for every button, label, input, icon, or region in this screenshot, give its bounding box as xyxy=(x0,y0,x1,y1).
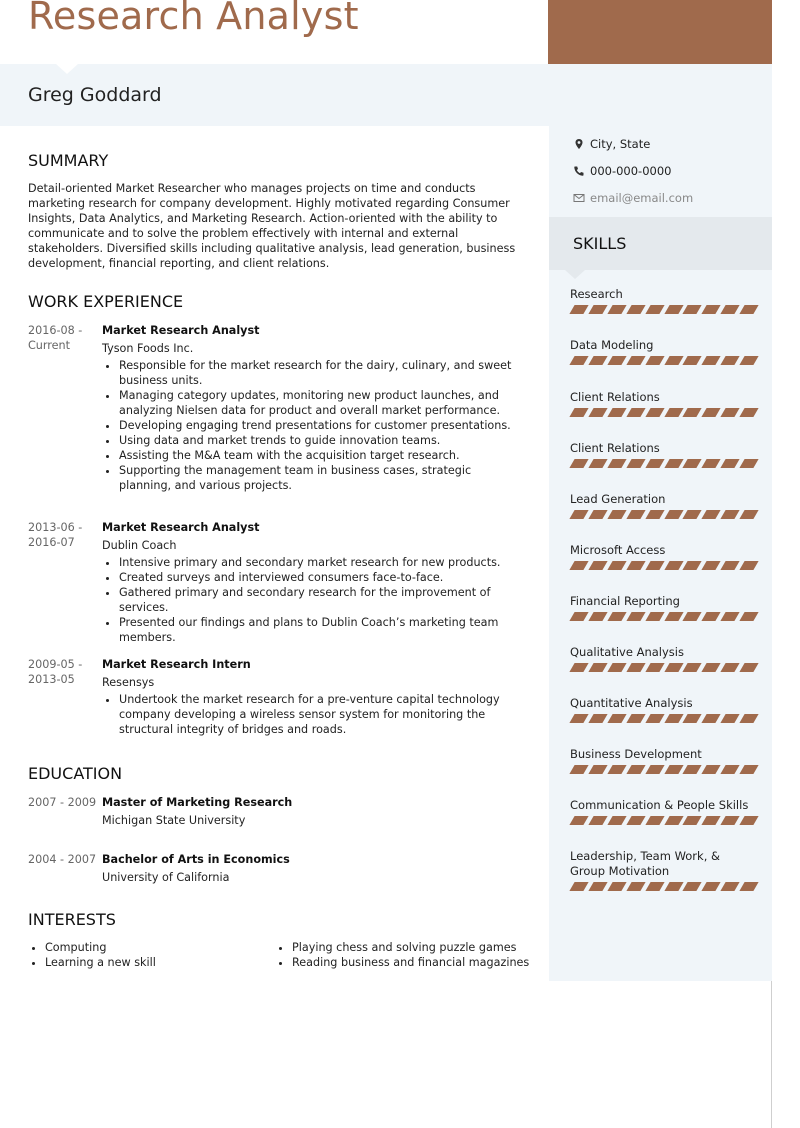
skill-level-segment xyxy=(740,882,759,891)
phone-icon xyxy=(573,165,585,177)
skill-level-segment xyxy=(664,663,683,672)
education-degree: Master of Marketing Research xyxy=(102,796,293,809)
skill-level-segment xyxy=(721,663,740,672)
location-pin-icon xyxy=(573,138,585,150)
job-company: Tyson Foods Inc. xyxy=(102,342,194,355)
skill-level-segment xyxy=(664,612,683,621)
skill-level-bar xyxy=(570,714,756,723)
skill-level-bar xyxy=(570,459,756,468)
skill-level-bar xyxy=(570,408,756,417)
skill-level-segment xyxy=(645,408,664,417)
skill-level-bar xyxy=(570,612,756,621)
skill-level-segment xyxy=(683,356,702,365)
skill-level-segment xyxy=(664,510,683,519)
skill-level-segment xyxy=(740,356,759,365)
skill-item xyxy=(570,798,756,825)
skill-level-segment xyxy=(664,408,683,417)
skill-level-segment xyxy=(626,408,645,417)
skill-level-segment xyxy=(607,882,626,891)
skill-item xyxy=(570,645,756,672)
skill-item xyxy=(570,287,756,314)
education-school: Michigan State University xyxy=(102,814,246,827)
skill-level-segment xyxy=(683,408,702,417)
skill-level-segment xyxy=(683,663,702,672)
skill-level-segment xyxy=(569,714,588,723)
skill-level-segment xyxy=(721,882,740,891)
job-bullet: • Undertook the market research for a pre-venture capital technology company developing a wireless sensor system for monitoring the structural integrity of bridges and roads. xyxy=(119,692,522,737)
skill-level-segment xyxy=(645,356,664,365)
skill-level-segment xyxy=(588,356,607,365)
job-dates: 2013-06 - 2016-07 xyxy=(28,521,83,549)
resume-title: Research Analyst xyxy=(28,0,359,38)
job-title: Market Research Analyst xyxy=(102,324,260,337)
skill-level-bar xyxy=(570,882,756,891)
skill-level-segment xyxy=(740,714,759,723)
skill-name: Quantitative Analysis xyxy=(570,696,693,710)
skill-level-segment xyxy=(721,459,740,468)
skill-name: Client Relations xyxy=(570,441,660,455)
skill-level-segment xyxy=(721,305,740,314)
skill-level-segment xyxy=(645,765,664,774)
skill-level-segment xyxy=(664,765,683,774)
skill-level-segment xyxy=(607,305,626,314)
education-heading: EDUCATION xyxy=(28,764,123,783)
experience-heading: WORK EXPERIENCE xyxy=(28,292,184,311)
skill-name: Communication & People Skills xyxy=(570,798,749,812)
skill-level-segment xyxy=(569,305,588,314)
skill-level-segment xyxy=(664,459,683,468)
skill-level-segment xyxy=(740,612,759,621)
skill-level-segment xyxy=(702,816,721,825)
skill-level-segment xyxy=(645,663,664,672)
skill-level-segment xyxy=(740,816,759,825)
skill-level-segment xyxy=(607,816,626,825)
skill-item xyxy=(570,594,756,621)
skill-level-segment xyxy=(588,408,607,417)
skill-level-segment xyxy=(588,882,607,891)
sidebar-divider xyxy=(771,981,772,1128)
skill-level-segment xyxy=(569,510,588,519)
skill-level-segment xyxy=(645,459,664,468)
job-company: Resensys xyxy=(102,676,155,689)
email-icon xyxy=(573,192,585,204)
skill-item xyxy=(570,338,756,365)
skill-name: Lead Generation xyxy=(570,492,666,506)
skill-level-bar xyxy=(570,305,756,314)
skill-level-segment xyxy=(683,510,702,519)
skill-level-segment xyxy=(683,305,702,314)
skill-level-segment xyxy=(626,612,645,621)
job-bullet: • Managing category updates, monitoring new product launches, and analyzing Nielsen data for product and overall market performance. xyxy=(119,388,522,418)
interest-item: • Playing chess and solving puzzle games xyxy=(292,940,529,955)
job-dates: 2016-08 - Current xyxy=(28,324,83,352)
email-text[interactable]: email@email.com xyxy=(590,191,694,205)
summary-text: Detail-oriented Market Researcher who manages projects on time and conducts marketing research for company development. Highly motivated regarding Consumer Insights, Data Analytics, and Marketing Research. Action-oriented with the ability to communicate and to solve the problem effectively with internal and external stakeholders. Diversified skills including qualitative analysis, lead generation, business development, financial reporting, and client relations. xyxy=(28,182,516,270)
skill-level-segment xyxy=(664,816,683,825)
skill-level-segment xyxy=(664,305,683,314)
skill-level-segment xyxy=(626,356,645,365)
skill-level-segment xyxy=(569,816,588,825)
contact-phone xyxy=(573,164,671,178)
job-bullets xyxy=(102,555,522,645)
skill-level-bar xyxy=(570,356,756,365)
skill-level-segment xyxy=(626,561,645,570)
location-text: City, State xyxy=(590,137,651,151)
skill-level-segment xyxy=(645,510,664,519)
skill-level-segment xyxy=(569,765,588,774)
interest-item: • Computing xyxy=(45,940,156,955)
header-accent-block xyxy=(548,0,772,64)
skill-item xyxy=(570,441,756,468)
skill-level-segment xyxy=(740,510,759,519)
job-bullet: • Created surveys and interviewed consumers face-to-face. xyxy=(119,570,522,585)
skill-level-segment xyxy=(683,816,702,825)
skill-item xyxy=(570,747,756,774)
skill-name: Data Modeling xyxy=(570,338,654,352)
skill-level-bar xyxy=(570,561,756,570)
skill-level-segment xyxy=(683,561,702,570)
job-bullet: • Responsible for the market research for the dairy, culinary, and sweet business units. xyxy=(119,358,522,388)
skill-level-segment xyxy=(664,561,683,570)
skill-level-segment xyxy=(645,714,664,723)
skill-level-segment xyxy=(740,561,759,570)
name-notch xyxy=(56,64,78,74)
job-bullet: • Developing engaging trend presentations for customer presentations. xyxy=(119,418,522,433)
skill-level-segment xyxy=(626,459,645,468)
job-company: Dublin Coach xyxy=(102,539,177,552)
skill-level-segment xyxy=(626,882,645,891)
job-bullet: • Presented our findings and plans to Dublin Coach’s marketing team members. xyxy=(119,615,522,645)
contact-location xyxy=(573,137,650,151)
job-title: Market Research Analyst xyxy=(102,521,260,534)
skill-level-segment xyxy=(721,816,740,825)
contact-email[interactable] xyxy=(573,191,693,205)
skill-level-segment xyxy=(664,882,683,891)
job-bullet: • Assisting the M&A team with the acquisition target research. xyxy=(119,448,522,463)
skill-level-segment xyxy=(645,882,664,891)
education-school: University of California xyxy=(102,871,230,884)
skills-notch xyxy=(565,270,585,279)
skill-level-segment xyxy=(702,510,721,519)
skill-level-segment xyxy=(740,305,759,314)
skill-level-segment xyxy=(721,714,740,723)
education-degree: Bachelor of Arts in Economics xyxy=(102,853,290,866)
skills-header xyxy=(549,217,772,270)
skill-item xyxy=(570,696,756,723)
skill-level-segment xyxy=(607,408,626,417)
skill-level-segment xyxy=(702,663,721,672)
job-bullet: • Supporting the management team in business cases, strategic planning, and various projects. xyxy=(119,463,522,493)
skill-level-segment xyxy=(702,765,721,774)
skill-level-segment xyxy=(569,663,588,672)
skill-level-bar xyxy=(570,663,756,672)
skill-level-segment xyxy=(740,459,759,468)
skill-level-segment xyxy=(588,561,607,570)
skill-level-segment xyxy=(569,561,588,570)
skill-level-segment xyxy=(588,816,607,825)
skill-level-segment xyxy=(702,714,721,723)
skill-level-segment xyxy=(683,714,702,723)
job-title: Market Research Intern xyxy=(102,658,251,671)
skill-level-segment xyxy=(645,612,664,621)
job-bullet: • Gathered primary and secondary research for the improvement of services. xyxy=(119,585,522,615)
skill-level-segment xyxy=(702,305,721,314)
interests-list-right xyxy=(275,940,529,970)
interest-item: • Learning a new skill xyxy=(45,955,156,970)
skill-name: Leadership, Team Work, & Group Motivation xyxy=(570,849,720,878)
skill-level-segment xyxy=(740,408,759,417)
skill-level-segment xyxy=(607,612,626,621)
skill-level-segment xyxy=(588,663,607,672)
skill-level-segment xyxy=(607,663,626,672)
skill-name: Microsoft Access xyxy=(570,543,666,557)
interest-item: • Reading business and financial magazines xyxy=(292,955,529,970)
skill-level-segment xyxy=(569,882,588,891)
skill-level-segment xyxy=(721,561,740,570)
skill-level-segment xyxy=(721,408,740,417)
skill-item xyxy=(570,543,756,570)
skill-level-segment xyxy=(607,459,626,468)
skill-item xyxy=(570,849,756,891)
skill-item xyxy=(570,390,756,417)
skill-level-bar xyxy=(570,765,756,774)
skill-level-segment xyxy=(626,714,645,723)
skill-level-segment xyxy=(702,408,721,417)
skill-level-segment xyxy=(626,663,645,672)
interests-heading: INTERESTS xyxy=(28,910,116,929)
skill-level-bar xyxy=(570,510,756,519)
skill-level-segment xyxy=(683,612,702,621)
skill-level-segment xyxy=(740,765,759,774)
skill-item xyxy=(570,492,756,519)
skill-level-segment xyxy=(588,459,607,468)
skill-level-bar xyxy=(570,816,756,825)
skill-level-segment xyxy=(588,510,607,519)
skill-level-segment xyxy=(607,510,626,519)
phone-text: 000-000-0000 xyxy=(590,164,672,178)
summary-heading: SUMMARY xyxy=(28,151,109,170)
job-bullets xyxy=(102,692,522,737)
skill-level-segment xyxy=(569,408,588,417)
skill-level-segment xyxy=(740,663,759,672)
education-dates: 2004 - 2007 xyxy=(28,853,97,866)
skill-level-segment xyxy=(607,765,626,774)
candidate-name: Greg Goddard xyxy=(28,84,162,106)
skill-level-segment xyxy=(588,612,607,621)
skill-level-segment xyxy=(588,714,607,723)
skill-level-segment xyxy=(569,612,588,621)
skill-level-segment xyxy=(645,816,664,825)
skill-name: Client Relations xyxy=(570,390,660,404)
skill-level-segment xyxy=(645,305,664,314)
skill-level-segment xyxy=(702,612,721,621)
skill-level-segment xyxy=(607,356,626,365)
skill-level-segment xyxy=(626,765,645,774)
skill-level-segment xyxy=(721,510,740,519)
skill-level-segment xyxy=(702,459,721,468)
skills-heading: SKILLS xyxy=(573,234,627,253)
job-bullet: • Using data and market trends to guide innovation teams. xyxy=(119,433,522,448)
skill-level-segment xyxy=(588,305,607,314)
skill-level-segment xyxy=(721,612,740,621)
skill-level-segment xyxy=(626,510,645,519)
skill-level-segment xyxy=(664,714,683,723)
skill-level-segment xyxy=(702,882,721,891)
skill-level-segment xyxy=(569,459,588,468)
skill-level-segment xyxy=(702,561,721,570)
skill-level-segment xyxy=(607,561,626,570)
skill-level-segment xyxy=(588,765,607,774)
skill-name: Business Development xyxy=(570,747,702,761)
job-dates: 2009-05 - 2013-05 xyxy=(28,658,83,686)
job-bullets xyxy=(102,358,522,493)
interests-list-left xyxy=(28,940,156,970)
skill-level-segment xyxy=(626,305,645,314)
skill-name: Qualitative Analysis xyxy=(570,645,684,659)
skill-level-segment xyxy=(683,765,702,774)
skill-level-segment xyxy=(664,356,683,365)
skill-level-segment xyxy=(702,356,721,365)
skill-level-segment xyxy=(626,816,645,825)
skill-level-segment xyxy=(569,356,588,365)
skill-level-segment xyxy=(683,459,702,468)
skill-level-segment xyxy=(683,882,702,891)
skill-level-segment xyxy=(721,765,740,774)
skill-name: Financial Reporting xyxy=(570,594,680,608)
skill-name: Research xyxy=(570,287,623,301)
education-dates: 2007 - 2009 xyxy=(28,796,97,809)
job-bullet: • Intensive primary and secondary market research for new products. xyxy=(119,555,522,570)
skill-level-segment xyxy=(607,714,626,723)
skill-level-segment xyxy=(721,356,740,365)
skill-level-segment xyxy=(645,561,664,570)
